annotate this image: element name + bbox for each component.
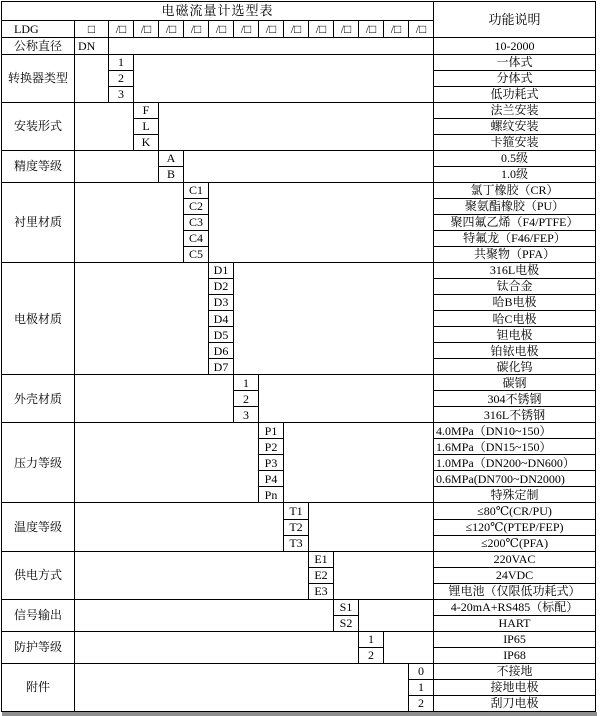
section-label: 外壳材质	[2, 375, 75, 423]
code-cell: 2	[359, 647, 384, 663]
selection-table	[1, 1, 596, 712]
blank-area	[75, 551, 309, 599]
model-slot-box: /□	[259, 21, 284, 38]
section-row	[2, 631, 596, 647]
code-cell: 0	[409, 663, 434, 679]
blank-area	[159, 103, 434, 151]
desc-cell: 钛合金	[434, 279, 596, 295]
code-cell: L	[134, 119, 159, 135]
section-label: 温度等级	[2, 503, 75, 551]
blank-area	[75, 103, 134, 151]
code-cell: D6	[209, 343, 234, 359]
desc-cell: 聚四氟乙烯（F4/PTFE）	[434, 215, 596, 231]
blank-area	[109, 38, 434, 55]
model-slot-box: /□	[134, 21, 159, 38]
desc-cell: 氯丁橡胶（CR）	[434, 183, 596, 199]
section-row	[2, 183, 596, 199]
section-row	[2, 103, 596, 119]
blank-area	[234, 263, 434, 375]
model-slot-box: /□	[384, 21, 409, 38]
function-column-header: 功能说明	[434, 2, 596, 38]
code-cell: 3	[234, 407, 259, 423]
desc-cell: 316L不锈钢	[434, 407, 596, 423]
section-row	[2, 375, 596, 391]
code-cell: F	[134, 103, 159, 119]
desc-cell: 特殊定制	[434, 487, 596, 503]
desc-cell: 螺纹安装	[434, 119, 596, 135]
desc-cell: 10-2000	[434, 38, 596, 55]
desc-cell: ≤200℃(PFA)	[434, 535, 596, 551]
blank-area	[75, 375, 234, 423]
code-cell: 1	[234, 375, 259, 391]
code-cell: B	[159, 167, 184, 183]
table-bottom-edge	[2, 712, 597, 716]
code-cell: DN	[75, 38, 109, 55]
desc-cell: 316L电极	[434, 263, 596, 279]
blank-area	[75, 263, 209, 375]
code-cell: 2	[409, 695, 434, 711]
section-row	[2, 599, 596, 615]
section-row	[2, 55, 596, 71]
model-first-box: □	[75, 21, 109, 38]
code-cell: K	[134, 135, 159, 151]
code-cell: 1	[409, 679, 434, 695]
desc-cell: IP68	[434, 647, 596, 663]
code-cell: D1	[209, 263, 234, 279]
page-title: 电磁流量计选型表	[2, 2, 434, 21]
code-cell: D4	[209, 311, 234, 327]
code-cell: E3	[309, 583, 334, 599]
code-cell: D5	[209, 327, 234, 343]
desc-cell: 碳钢	[434, 375, 596, 391]
section-row	[2, 663, 596, 679]
code-cell: D3	[209, 295, 234, 311]
desc-cell: 低功耗式	[434, 87, 596, 103]
section-label: 信号输出	[2, 599, 75, 631]
desc-cell: 4-20mA+RS485（标配）	[434, 599, 596, 615]
code-cell: T2	[284, 519, 309, 535]
section-label: 供电方式	[2, 551, 75, 599]
section-row	[2, 263, 596, 279]
desc-cell: 哈B电极	[434, 295, 596, 311]
section-label: 电极材质	[2, 263, 75, 375]
desc-cell: 1.0级	[434, 167, 596, 183]
dn-row	[2, 38, 596, 55]
model-slot-box: /□	[309, 21, 334, 38]
section-row	[2, 551, 596, 567]
model-slot-box: /□	[334, 21, 359, 38]
blank-area	[75, 151, 159, 183]
desc-cell: IP65	[434, 631, 596, 647]
section-label: 安装形式	[2, 103, 75, 151]
section-label: 公称直径	[2, 38, 75, 55]
code-cell: 2	[234, 391, 259, 407]
code-cell: P2	[259, 439, 284, 455]
model-slot-box: /□	[359, 21, 384, 38]
desc-cell: 锂电池（仅限低功耗式）	[434, 583, 596, 599]
code-cell: 1	[109, 55, 134, 71]
desc-cell: 接地电极	[434, 679, 596, 695]
model-prefix: LDG	[2, 21, 75, 38]
code-cell: S1	[334, 599, 359, 615]
model-slot-box: /□	[409, 21, 434, 38]
code-cell: D2	[209, 279, 234, 295]
code-cell: E2	[309, 567, 334, 583]
code-cell: C2	[184, 199, 209, 215]
desc-cell: 4.0MPa（DN10~150）	[434, 423, 596, 439]
desc-cell: HART	[434, 615, 596, 631]
model-slot-box: /□	[109, 21, 134, 38]
model-slot-box: /□	[234, 21, 259, 38]
blank-area	[75, 503, 284, 551]
title-row	[2, 2, 596, 21]
blank-area	[359, 599, 434, 631]
desc-cell: 刮刀电极	[434, 695, 596, 711]
model-slot-box: /□	[159, 21, 184, 38]
blank-area	[75, 663, 409, 711]
code-cell: 1	[359, 631, 384, 647]
desc-cell: 1.0MPa（DN200~DN600）	[434, 455, 596, 471]
blank-area	[184, 151, 434, 183]
code-cell: C1	[184, 183, 209, 199]
code-cell: P1	[259, 423, 284, 439]
code-cell: P4	[259, 471, 284, 487]
blank-area	[284, 423, 434, 503]
code-cell: 3	[109, 87, 134, 103]
desc-cell: 分体式	[434, 71, 596, 87]
desc-cell: 特氟龙（F46/FEP）	[434, 231, 596, 247]
code-cell: D7	[209, 359, 234, 375]
blank-area	[309, 503, 434, 551]
code-cell: C3	[184, 215, 209, 231]
desc-cell: 钽电极	[434, 327, 596, 343]
desc-cell: 0.5级	[434, 151, 596, 167]
code-cell: C4	[184, 231, 209, 247]
desc-cell: ≤120℃(PTEP/FEP)	[434, 519, 596, 535]
code-cell: E1	[309, 551, 334, 567]
blank-area	[259, 375, 434, 423]
section-label: 附件	[2, 663, 75, 711]
desc-cell: 聚氨酯橡胶（PU）	[434, 199, 596, 215]
model-slot-box: /□	[209, 21, 234, 38]
code-cell: S2	[334, 615, 359, 631]
desc-cell: 法兰安装	[434, 103, 596, 119]
code-cell: T3	[284, 535, 309, 551]
blank-area	[384, 631, 434, 663]
section-row	[2, 423, 596, 439]
blank-area	[75, 183, 184, 263]
section-label: 防护等级	[2, 631, 75, 663]
blank-area	[334, 551, 434, 599]
desc-cell: 304不锈钢	[434, 391, 596, 407]
desc-cell: ≤80℃(CR/PU)	[434, 503, 596, 519]
blank-area	[134, 55, 434, 103]
desc-cell: 铂铱电极	[434, 343, 596, 359]
blank-area	[209, 183, 434, 263]
desc-cell: 0.6MPa(DN700~DN2000)	[434, 471, 596, 487]
code-cell: P3	[259, 455, 284, 471]
desc-cell: 24VDC	[434, 567, 596, 583]
code-cell: C5	[184, 247, 209, 263]
blank-area	[75, 423, 259, 503]
desc-cell: 共聚物（PFA）	[434, 247, 596, 263]
blank-area	[75, 631, 359, 663]
blank-area	[75, 599, 334, 631]
code-cell: A	[159, 151, 184, 167]
code-cell: Pn	[259, 487, 284, 503]
code-cell: T1	[284, 503, 309, 519]
section-label: 衬里材质	[2, 183, 75, 263]
section-row	[2, 503, 596, 519]
model-slot-box: /□	[284, 21, 309, 38]
section-label: 精度等级	[2, 151, 75, 183]
desc-cell: 1.6MPa（DN15~150）	[434, 439, 596, 455]
section-label: 转换器类型	[2, 55, 75, 103]
section-label: 压力等级	[2, 423, 75, 503]
section-row	[2, 151, 596, 167]
code-cell: 2	[109, 71, 134, 87]
desc-cell: 碳化钨	[434, 359, 596, 375]
desc-cell: 卡箍安装	[434, 135, 596, 151]
desc-cell: 不接地	[434, 663, 596, 679]
desc-cell: 一体式	[434, 55, 596, 71]
desc-cell: 哈C电极	[434, 311, 596, 327]
desc-cell: 220VAC	[434, 551, 596, 567]
blank-area	[75, 55, 109, 103]
model-slot-box: /□	[184, 21, 209, 38]
